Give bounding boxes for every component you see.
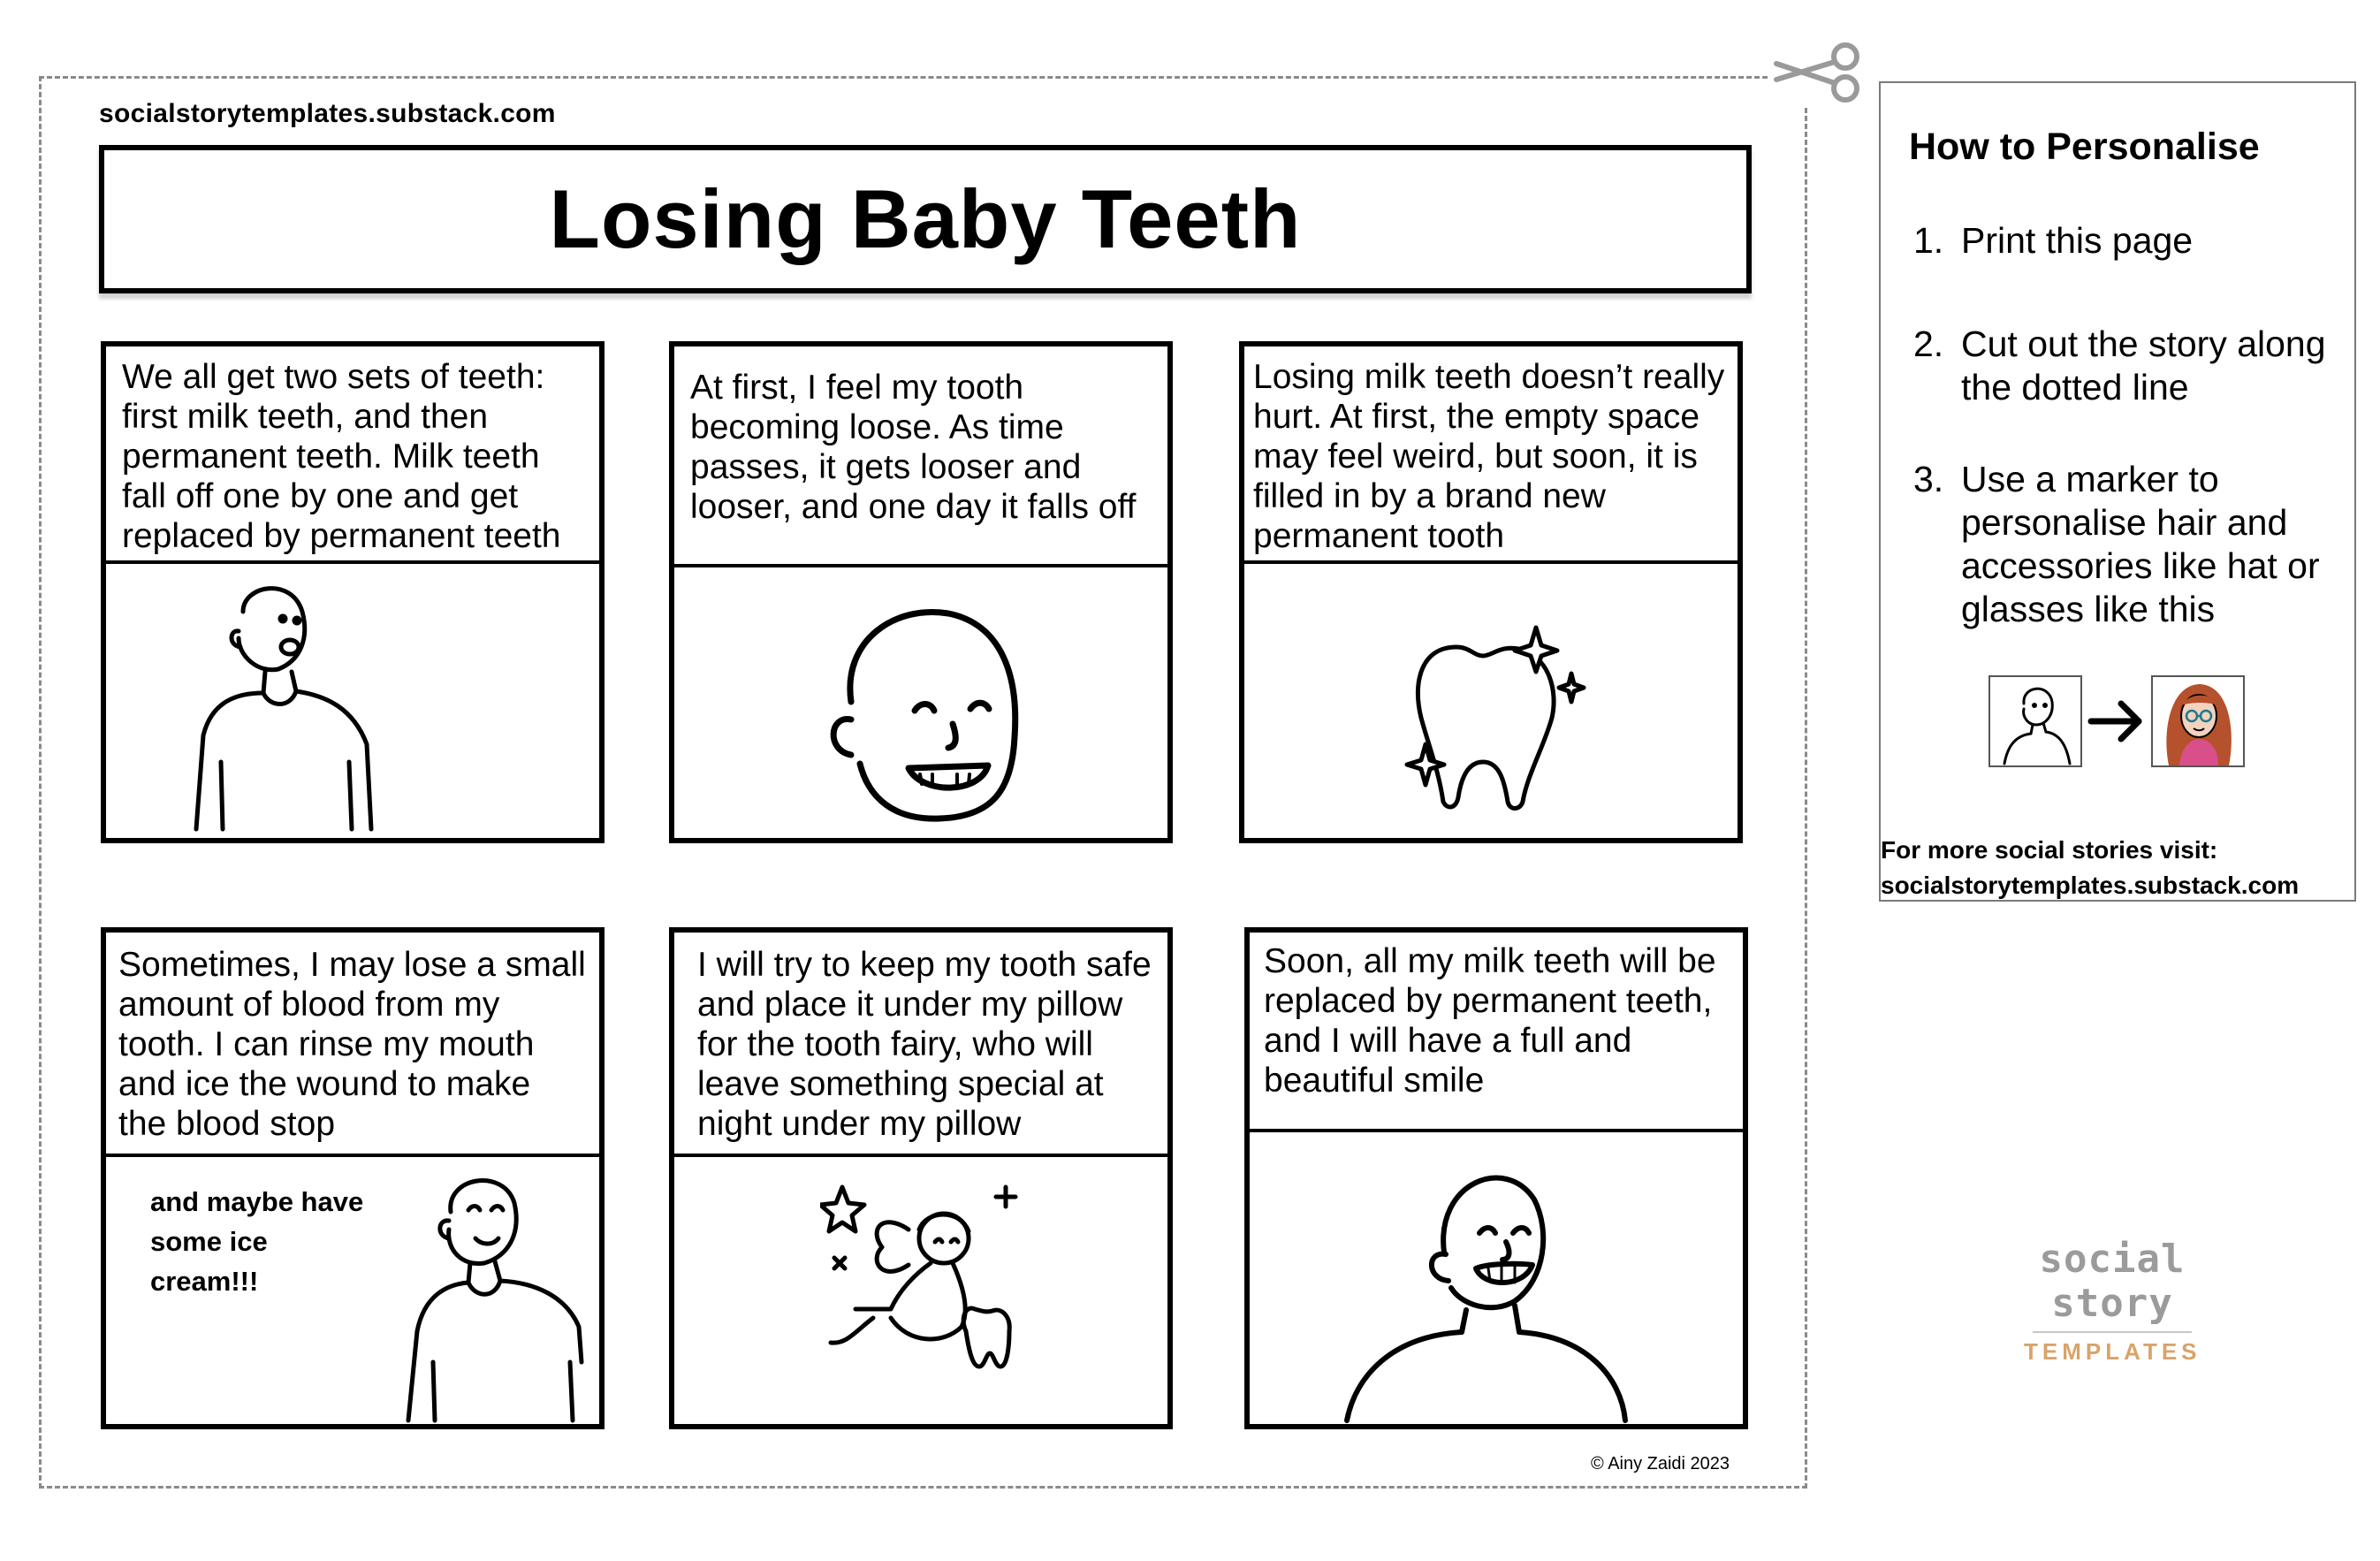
smiling-face-missing-tooth-icon — [825, 605, 1037, 829]
story-panel-2 — [669, 341, 1173, 843]
smiling-child-icon — [398, 1168, 601, 1428]
logo-word-story: story — [2051, 1281, 2173, 1326]
story-panel-5 — [669, 927, 1173, 1429]
panel-text: At first, I feel my tooth becoming loose. As time passes, it gets looser and looser, and one day it falls off — [690, 369, 1137, 526]
more-stories-label: For more social stories visit: — [1881, 836, 2218, 864]
step-number: 1. — [1913, 220, 1944, 261]
panel-divider — [1244, 560, 1737, 564]
panel-divider — [674, 1154, 1167, 1157]
site-url-header: socialstorytemplates.substack.com — [99, 99, 556, 128]
more-stories-link[interactable]: socialstorytemplates.substack.com — [1881, 872, 2300, 899]
personalised-avatar-example — [2151, 675, 2245, 767]
step-number: 2. — [1913, 324, 1944, 364]
child-open-mouth-icon — [159, 576, 424, 838]
social-story-templates-logo — [2024, 1237, 2201, 1366]
panel-text: I will try to keep my tooth safe and place it under my pillow for the tooth fairy, who will leave something special at night under my pillow — [697, 946, 1152, 1143]
sparkling-tooth-icon — [1403, 621, 1598, 811]
story-panel-3 — [1239, 341, 1743, 843]
panel-text: Sometimes, I may lose a small amount of blood from my tooth. I can rinse my mouth and ice the wound to make the blood stop — [118, 946, 586, 1143]
panel-text: We all get two sets of teeth: first milk teeth, and then permanent teeth. Milk teeth fall off one by one and get replaced by permanent teeth — [122, 358, 561, 555]
logo-word-templates: TEMPLATES — [2024, 1338, 2201, 1365]
logo-word-social: social — [2039, 1237, 2186, 1282]
panel-divider — [1250, 1129, 1743, 1132]
step-text: Use a marker to personalise hair and accessories like hat or glasses like this — [1961, 459, 2320, 629]
story-panel-1 — [101, 341, 605, 843]
story-panel-6 — [1244, 927, 1748, 1429]
step-text: Cut out the story along the dotted line — [1961, 324, 2326, 407]
step-text: Print this page — [1961, 220, 2194, 261]
copyright-text: © Ainy Zaidi 2023 — [1591, 1454, 1730, 1473]
panel-text: Losing milk teeth doesn’t really hurt. At first, the empty space may feel weird, but soon, it is filled in by a brand new permanent tooth — [1253, 358, 1725, 555]
panel-caption: and maybe have some ice cream!!! — [150, 1186, 364, 1297]
sidebar-title: How to Personalise — [1909, 126, 2260, 168]
arrow-right-icon — [2087, 698, 2146, 749]
child-big-smile-icon — [1303, 1155, 1692, 1428]
plain-avatar-example — [1988, 675, 2082, 767]
story-panel-4 — [101, 927, 605, 1429]
panel-text: Soon, all my milk teeth will be replaced by permanent teeth, and I will have a full and beautiful smile — [1264, 942, 1716, 1100]
more-stories-text — [1881, 833, 2299, 903]
title-banner — [99, 145, 1752, 293]
scissors-icon — [1768, 37, 1865, 106]
logo-rule — [2033, 1331, 2192, 1333]
tooth-fairy-icon — [820, 1176, 1032, 1380]
panel-divider — [106, 1154, 599, 1157]
page-title: Losing Baby Teeth — [549, 172, 1302, 265]
panel-divider — [674, 564, 1167, 567]
step-number: 3. — [1913, 459, 1944, 499]
panel-divider — [106, 560, 599, 564]
